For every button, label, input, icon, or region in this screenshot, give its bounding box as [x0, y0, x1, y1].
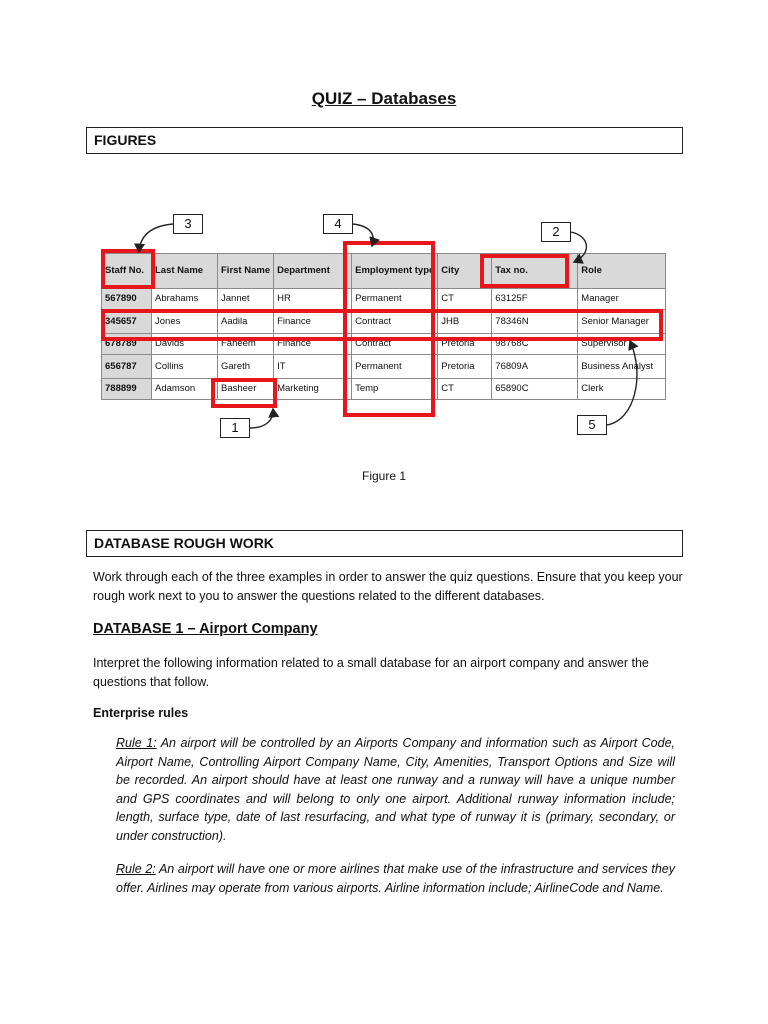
cell-role: Business Analyst [578, 355, 666, 379]
header-employment-type: Employment type [352, 254, 438, 289]
cell-staff-no: 788899 [102, 379, 152, 400]
rule-1-label: Rule 1: [116, 736, 157, 750]
figures-section-header: FIGURES [86, 127, 683, 154]
cell-city: CT [438, 289, 492, 310]
cell-department: Finance [274, 334, 352, 355]
rule-1-text: An airport will be controlled by an Airports Company and information such as Airport Code, Airport Name, Controlling Airport Company Name, City, Amenities, Transport Options and Size will be recorded. An airport should have at least one runway and a runway will have a unique number and GPS coordinates and will belong to only one airport. Additional runway information include; length, surface type, date of last resurfacing, and what type of runway it is (primary, secondary, or under construction). [116, 736, 676, 843]
rule-1 [116, 734, 675, 845]
header-tax-no: Tax no. [492, 254, 578, 289]
cell-staff-no: 656787 [102, 355, 152, 379]
rule-2-label: Rule 2: [116, 862, 156, 876]
header-role: Role [578, 254, 666, 289]
figure-caption: Figure 1 [361, 469, 407, 483]
cell-city: Pretoria [438, 355, 492, 379]
arrow-2 [571, 232, 586, 262]
cell-first-name: Gareth [218, 355, 274, 379]
callout-1: 1 [220, 418, 250, 438]
cell-tax-no: 63125F [492, 289, 578, 310]
callout-arrows [0, 0, 768, 470]
cell-last-name: Abrahams [152, 289, 218, 310]
rough-work-section-header: DATABASE ROUGH WORK [86, 530, 683, 557]
callout-5: 5 [577, 415, 607, 435]
cell-role: Manager [578, 289, 666, 310]
rule-2-text: An airport will have one or more airlines that make use of the infrastructure and services they offer. Airlines may operate from various airports. Airline information include; AirlineCode and Name. [116, 862, 675, 895]
cell-employment-type: Permanent [352, 355, 438, 379]
cell-last-name: Davids [152, 334, 218, 355]
cell-department: HR [274, 289, 352, 310]
cell-city: JHB [438, 310, 492, 334]
cell-department: Marketing [274, 379, 352, 400]
cell-employment-type: Contract [352, 334, 438, 355]
database-1-intro: Interpret the following information related to a small database for an airport company and answer the questions that follow. [93, 656, 649, 689]
cell-tax-no: 76809A [492, 355, 578, 379]
cell-staff-no: 678789 [102, 334, 152, 355]
header-last-name: Last Name [152, 254, 218, 289]
header-first-name: First Name [218, 254, 274, 289]
cell-tax-no: 78346N [492, 310, 578, 334]
header-city: City [438, 254, 492, 289]
cell-first-name: Basheer [218, 379, 274, 400]
intro-paragraph: Work through each of the three examples in order to answer the quiz questions. Ensure that you keep your rough work next to you to answer the questions related to the different databases. [93, 570, 683, 603]
cell-tax-no: 65890C [492, 379, 578, 400]
enterprise-rules-label: Enterprise rules [93, 706, 189, 720]
callout-4: 4 [323, 214, 353, 234]
cell-last-name: Jones [152, 310, 218, 334]
cell-employment-type: Temp [352, 379, 438, 400]
page-title: QUIZ – Databases [311, 89, 457, 108]
cell-city: Pretoria [438, 334, 492, 355]
cell-employment-type: Contract [352, 310, 438, 334]
arrow-1 [250, 409, 273, 428]
cell-department: IT [274, 355, 352, 379]
figure-1 [0, 0, 768, 470]
cell-city: CT [438, 379, 492, 400]
header-department: Department [274, 254, 352, 289]
cell-first-name: Faheem [218, 334, 274, 355]
cell-first-name: Aadila [218, 310, 274, 334]
cell-department: Finance [274, 310, 352, 334]
cell-last-name: Adamson [152, 379, 218, 400]
rule-2 [116, 860, 675, 897]
cell-role: Senior Manager [578, 310, 666, 334]
cell-last-name: Collins [152, 355, 218, 379]
header-staff-no: Staff No. [102, 254, 152, 289]
cell-employment-type: Permanent [352, 289, 438, 310]
cell-role: Supervisor [578, 334, 666, 355]
arrow-5 [607, 341, 637, 425]
cell-staff-no: 567890 [102, 289, 152, 310]
callout-3: 3 [173, 214, 203, 234]
cell-role: Clerk [578, 379, 666, 400]
cell-first-name: Jannet [218, 289, 274, 310]
arrow-4 [353, 224, 373, 246]
callout-2: 2 [541, 222, 571, 242]
arrow-3 [139, 224, 173, 252]
cell-staff-no: 345657 [102, 310, 152, 334]
cell-tax-no: 98768C [492, 334, 578, 355]
database-1-heading: DATABASE 1 – Airport Company [93, 621, 318, 637]
